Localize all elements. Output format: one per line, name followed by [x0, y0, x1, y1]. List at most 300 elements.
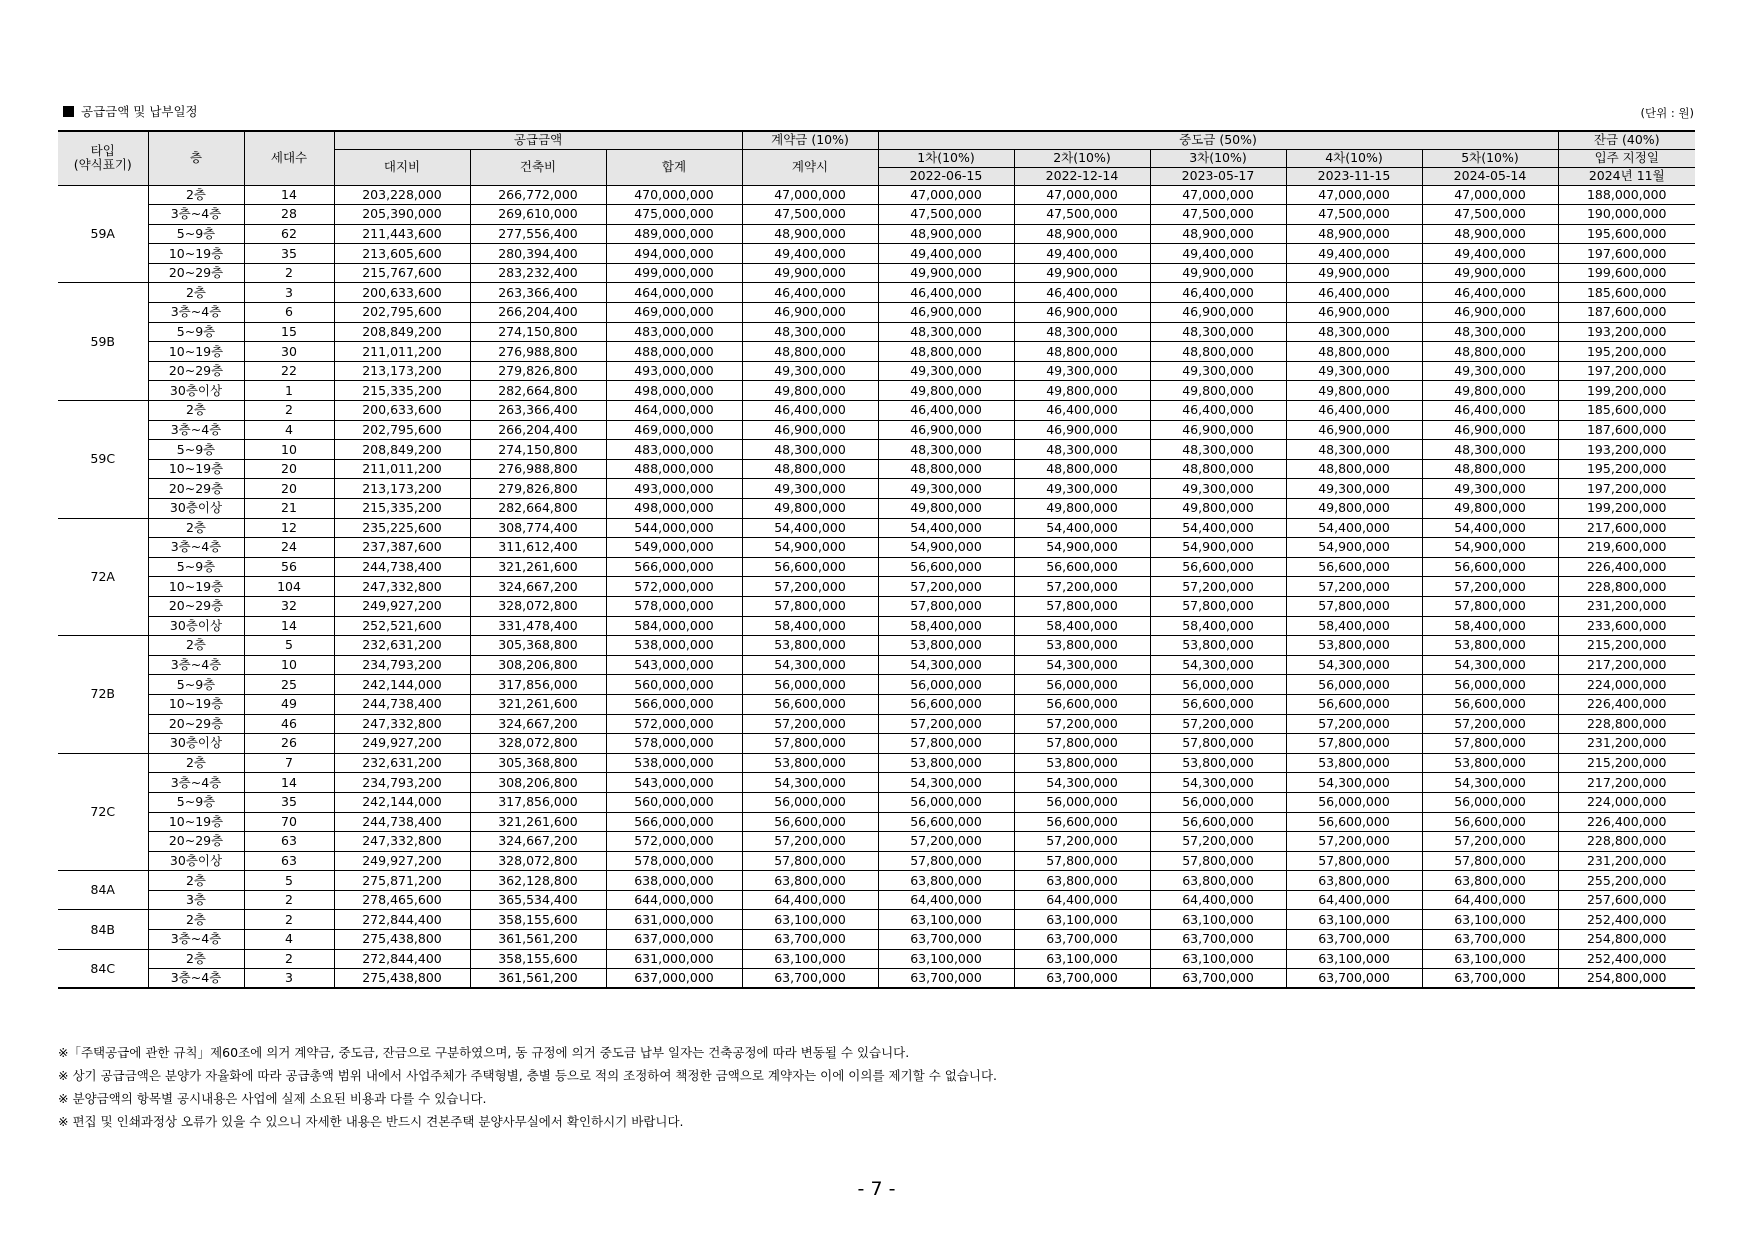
land-cost-cell: 234,793,200 — [334, 773, 470, 793]
type-cell: 59C — [58, 401, 148, 519]
type-cell: 84B — [58, 910, 148, 949]
total-cell: 489,000,000 — [606, 224, 742, 244]
middle-1-cell: 46,900,000 — [878, 303, 1014, 323]
middle-5-cell: 53,800,000 — [1422, 753, 1558, 773]
building-cost-cell: 324,667,200 — [470, 714, 606, 734]
table-row — [58, 420, 1695, 440]
header-land-cost: 대지비 — [334, 149, 470, 185]
header-m3: 3차(10%) — [1150, 149, 1286, 167]
building-cost-cell: 277,556,400 — [470, 224, 606, 244]
households-cell: 25 — [244, 675, 334, 695]
middle-5-cell: 56,600,000 — [1422, 557, 1558, 577]
price-schedule-table — [58, 130, 1695, 989]
total-cell: 488,000,000 — [606, 342, 742, 362]
table-row — [58, 224, 1695, 244]
middle-3-cell: 63,800,000 — [1150, 871, 1286, 891]
middle-4-cell: 56,000,000 — [1286, 792, 1422, 812]
middle-4-cell: 46,900,000 — [1286, 303, 1422, 323]
building-cost-cell: 328,072,800 — [470, 596, 606, 616]
total-cell: 543,000,000 — [606, 773, 742, 793]
middle-5-cell: 58,400,000 — [1422, 616, 1558, 636]
header-m2-date: 2022-12-14 — [1014, 167, 1150, 185]
middle-3-cell: 56,000,000 — [1150, 675, 1286, 695]
middle-5-cell: 56,600,000 — [1422, 694, 1558, 714]
header-balance: 잔금 (40%) — [1558, 131, 1695, 149]
total-cell: 578,000,000 — [606, 851, 742, 871]
middle-1-cell: 48,300,000 — [878, 322, 1014, 342]
middle-3-cell: 46,400,000 — [1150, 401, 1286, 421]
table-row — [58, 616, 1695, 636]
middle-2-cell: 54,900,000 — [1014, 538, 1150, 558]
floor-cell: 20~29층 — [148, 479, 244, 499]
floor-cell: 20~29층 — [148, 714, 244, 734]
middle-5-cell: 63,100,000 — [1422, 910, 1558, 930]
balance-cell: 257,600,000 — [1558, 890, 1695, 910]
deposit-cell: 57,800,000 — [742, 734, 878, 754]
total-cell: 560,000,000 — [606, 792, 742, 812]
middle-4-cell: 63,700,000 — [1286, 930, 1422, 950]
middle-3-cell: 54,900,000 — [1150, 538, 1286, 558]
land-cost-cell: 249,927,200 — [334, 851, 470, 871]
total-cell: 494,000,000 — [606, 244, 742, 264]
middle-2-cell: 47,500,000 — [1014, 205, 1150, 225]
floor-cell: 20~29층 — [148, 832, 244, 852]
total-cell: 538,000,000 — [606, 636, 742, 656]
middle-1-cell: 48,300,000 — [878, 440, 1014, 460]
middle-4-cell: 46,900,000 — [1286, 420, 1422, 440]
table-row — [58, 459, 1695, 479]
households-cell: 49 — [244, 694, 334, 714]
floor-cell: 10~19층 — [148, 342, 244, 362]
building-cost-cell: 263,366,400 — [470, 401, 606, 421]
middle-2-cell: 46,400,000 — [1014, 283, 1150, 303]
middle-1-cell: 57,200,000 — [878, 577, 1014, 597]
middle-4-cell: 48,900,000 — [1286, 224, 1422, 244]
header-floor: 층 — [148, 131, 244, 185]
note-item: ※ 분양금액의 항목별 공시내용은 사업에 실제 소요된 비용과 다를 수 있습니다. — [58, 1091, 487, 1106]
middle-3-cell: 46,400,000 — [1150, 283, 1286, 303]
total-cell: 584,000,000 — [606, 616, 742, 636]
building-cost-cell: 283,232,400 — [470, 263, 606, 283]
middle-3-cell: 56,600,000 — [1150, 557, 1286, 577]
deposit-cell: 64,400,000 — [742, 890, 878, 910]
balance-cell: 215,200,000 — [1558, 636, 1695, 656]
total-cell: 572,000,000 — [606, 832, 742, 852]
households-cell: 2 — [244, 401, 334, 421]
total-cell: 578,000,000 — [606, 734, 742, 754]
middle-1-cell: 48,800,000 — [878, 459, 1014, 479]
middle-1-cell: 56,600,000 — [878, 812, 1014, 832]
balance-cell: 195,200,000 — [1558, 342, 1695, 362]
header-m2: 2차(10%) — [1014, 149, 1150, 167]
floor-cell: 3층~4층 — [148, 930, 244, 950]
balance-cell: 252,400,000 — [1558, 949, 1695, 969]
middle-3-cell: 57,800,000 — [1150, 596, 1286, 616]
total-cell: 498,000,000 — [606, 499, 742, 519]
deposit-cell: 49,400,000 — [742, 244, 878, 264]
table-row — [58, 381, 1695, 401]
land-cost-cell: 211,011,200 — [334, 342, 470, 362]
middle-5-cell: 46,400,000 — [1422, 283, 1558, 303]
building-cost-cell: 321,261,600 — [470, 557, 606, 577]
building-cost-cell: 282,664,800 — [470, 499, 606, 519]
balance-cell: 187,600,000 — [1558, 303, 1695, 323]
total-cell: 469,000,000 — [606, 420, 742, 440]
middle-5-cell: 46,900,000 — [1422, 420, 1558, 440]
building-cost-cell: 321,261,600 — [470, 812, 606, 832]
table-row — [58, 714, 1695, 734]
deposit-cell: 48,900,000 — [742, 224, 878, 244]
total-cell: 566,000,000 — [606, 694, 742, 714]
land-cost-cell: 275,438,800 — [334, 930, 470, 950]
middle-4-cell: 57,200,000 — [1286, 577, 1422, 597]
middle-3-cell: 49,400,000 — [1150, 244, 1286, 264]
middle-5-cell: 49,400,000 — [1422, 244, 1558, 264]
land-cost-cell: 242,144,000 — [334, 675, 470, 695]
middle-1-cell: 46,900,000 — [878, 420, 1014, 440]
balance-cell: 199,200,000 — [1558, 381, 1695, 401]
floor-cell: 10~19층 — [148, 577, 244, 597]
balance-cell: 226,400,000 — [1558, 812, 1695, 832]
middle-4-cell: 46,400,000 — [1286, 401, 1422, 421]
building-cost-cell: 331,478,400 — [470, 616, 606, 636]
building-cost-cell: 358,155,600 — [470, 910, 606, 930]
type-cell: 84C — [58, 949, 148, 988]
middle-4-cell: 54,400,000 — [1286, 518, 1422, 538]
floor-cell: 5~9층 — [148, 792, 244, 812]
households-cell: 28 — [244, 205, 334, 225]
middle-3-cell: 63,700,000 — [1150, 930, 1286, 950]
land-cost-cell: 252,521,600 — [334, 616, 470, 636]
middle-5-cell: 63,700,000 — [1422, 930, 1558, 950]
middle-1-cell: 47,500,000 — [878, 205, 1014, 225]
middle-1-cell: 56,600,000 — [878, 694, 1014, 714]
building-cost-cell: 305,368,800 — [470, 753, 606, 773]
table-row — [58, 734, 1695, 754]
floor-cell: 10~19층 — [148, 244, 244, 264]
middle-1-cell: 63,700,000 — [878, 969, 1014, 989]
total-cell: 483,000,000 — [606, 440, 742, 460]
households-cell: 46 — [244, 714, 334, 734]
middle-3-cell: 57,800,000 — [1150, 734, 1286, 754]
middle-5-cell: 49,800,000 — [1422, 499, 1558, 519]
middle-1-cell: 49,800,000 — [878, 499, 1014, 519]
middle-2-cell: 48,300,000 — [1014, 440, 1150, 460]
households-cell: 5 — [244, 636, 334, 656]
total-cell: 493,000,000 — [606, 479, 742, 499]
table-row — [58, 792, 1695, 812]
middle-5-cell: 57,200,000 — [1422, 714, 1558, 734]
total-cell: 538,000,000 — [606, 753, 742, 773]
table-row — [58, 753, 1695, 773]
land-cost-cell: 200,633,600 — [334, 401, 470, 421]
balance-cell: 193,200,000 — [1558, 440, 1695, 460]
balance-cell: 217,600,000 — [1558, 518, 1695, 538]
table-row — [58, 361, 1695, 381]
middle-5-cell: 48,800,000 — [1422, 459, 1558, 479]
middle-4-cell: 48,800,000 — [1286, 342, 1422, 362]
table-row — [58, 910, 1695, 930]
middle-2-cell: 53,800,000 — [1014, 753, 1150, 773]
balance-cell: 254,800,000 — [1558, 930, 1695, 950]
middle-3-cell: 56,600,000 — [1150, 694, 1286, 714]
total-cell: 631,000,000 — [606, 910, 742, 930]
floor-cell: 3층~4층 — [148, 969, 244, 989]
building-cost-cell: 365,534,400 — [470, 890, 606, 910]
middle-4-cell: 56,600,000 — [1286, 812, 1422, 832]
building-cost-cell: 266,204,400 — [470, 420, 606, 440]
page-number: - 7 - — [857, 1178, 896, 1200]
middle-5-cell: 56,600,000 — [1422, 812, 1558, 832]
middle-1-cell: 53,800,000 — [878, 636, 1014, 656]
households-cell: 3 — [244, 283, 334, 303]
deposit-cell: 58,400,000 — [742, 616, 878, 636]
floor-cell: 20~29층 — [148, 596, 244, 616]
header-m4: 4차(10%) — [1286, 149, 1422, 167]
building-cost-cell: 308,774,400 — [470, 518, 606, 538]
total-cell: 483,000,000 — [606, 322, 742, 342]
table-row — [58, 832, 1695, 852]
middle-1-cell: 57,800,000 — [878, 734, 1014, 754]
middle-3-cell: 48,300,000 — [1150, 440, 1286, 460]
floor-cell: 3층~4층 — [148, 773, 244, 793]
deposit-cell: 57,200,000 — [742, 714, 878, 734]
type-cell: 72B — [58, 636, 148, 754]
deposit-cell: 57,800,000 — [742, 851, 878, 871]
middle-1-cell: 49,400,000 — [878, 244, 1014, 264]
table-row — [58, 322, 1695, 342]
middle-4-cell: 56,600,000 — [1286, 694, 1422, 714]
total-cell: 637,000,000 — [606, 930, 742, 950]
households-cell: 4 — [244, 930, 334, 950]
balance-cell: 217,200,000 — [1558, 773, 1695, 793]
middle-3-cell: 58,400,000 — [1150, 616, 1286, 636]
households-cell: 14 — [244, 616, 334, 636]
middle-1-cell: 63,800,000 — [878, 871, 1014, 891]
balance-cell: 185,600,000 — [1558, 401, 1695, 421]
deposit-cell: 56,600,000 — [742, 557, 878, 577]
floor-cell: 20~29층 — [148, 361, 244, 381]
building-cost-cell: 276,988,800 — [470, 459, 606, 479]
table-row — [58, 871, 1695, 891]
households-cell: 35 — [244, 792, 334, 812]
floor-cell: 20~29층 — [148, 263, 244, 283]
table-row — [58, 499, 1695, 519]
middle-1-cell: 56,000,000 — [878, 675, 1014, 695]
middle-4-cell: 49,300,000 — [1286, 361, 1422, 381]
middle-2-cell: 56,600,000 — [1014, 557, 1150, 577]
middle-2-cell: 57,800,000 — [1014, 596, 1150, 616]
header-middle-payment: 중도금 (50%) — [878, 131, 1558, 149]
floor-cell: 2층 — [148, 636, 244, 656]
middle-5-cell: 53,800,000 — [1422, 636, 1558, 656]
households-cell: 4 — [244, 420, 334, 440]
total-cell: 475,000,000 — [606, 205, 742, 225]
total-cell: 560,000,000 — [606, 675, 742, 695]
middle-4-cell: 47,500,000 — [1286, 205, 1422, 225]
households-cell: 3 — [244, 969, 334, 989]
building-cost-cell: 274,150,800 — [470, 322, 606, 342]
households-cell: 63 — [244, 832, 334, 852]
middle-1-cell: 47,000,000 — [878, 185, 1014, 205]
building-cost-cell: 361,561,200 — [470, 930, 606, 950]
table-row — [58, 949, 1695, 969]
land-cost-cell: 244,738,400 — [334, 557, 470, 577]
land-cost-cell: 247,332,800 — [334, 577, 470, 597]
land-cost-cell: 215,767,600 — [334, 263, 470, 283]
deposit-cell: 57,200,000 — [742, 577, 878, 597]
middle-1-cell: 57,200,000 — [878, 832, 1014, 852]
table-body — [58, 185, 1695, 988]
balance-cell: 228,800,000 — [1558, 714, 1695, 734]
balance-cell: 226,400,000 — [1558, 557, 1695, 577]
middle-1-cell: 54,400,000 — [878, 518, 1014, 538]
middle-2-cell: 57,800,000 — [1014, 851, 1150, 871]
floor-cell: 30층이상 — [148, 499, 244, 519]
type-cell: 59B — [58, 283, 148, 401]
type-cell: 84A — [58, 871, 148, 910]
building-cost-cell: 321,261,600 — [470, 694, 606, 714]
middle-5-cell: 54,300,000 — [1422, 655, 1558, 675]
total-cell: 493,000,000 — [606, 361, 742, 381]
floor-cell: 3층~4층 — [148, 655, 244, 675]
land-cost-cell: 213,173,200 — [334, 361, 470, 381]
balance-cell: 252,400,000 — [1558, 910, 1695, 930]
households-cell: 14 — [244, 773, 334, 793]
middle-2-cell: 54,300,000 — [1014, 655, 1150, 675]
households-cell: 32 — [244, 596, 334, 616]
building-cost-cell: 362,128,800 — [470, 871, 606, 891]
deposit-cell: 47,500,000 — [742, 205, 878, 225]
middle-1-cell: 64,400,000 — [878, 890, 1014, 910]
floor-cell: 30층이상 — [148, 851, 244, 871]
balance-cell: 231,200,000 — [1558, 851, 1695, 871]
middle-1-cell: 58,400,000 — [878, 616, 1014, 636]
floor-cell: 5~9층 — [148, 557, 244, 577]
square-bullet-icon — [63, 106, 74, 117]
households-cell: 12 — [244, 518, 334, 538]
middle-4-cell: 57,200,000 — [1286, 832, 1422, 852]
deposit-cell: 54,300,000 — [742, 655, 878, 675]
middle-4-cell: 57,200,000 — [1286, 714, 1422, 734]
deposit-cell: 46,400,000 — [742, 401, 878, 421]
middle-2-cell: 58,400,000 — [1014, 616, 1150, 636]
deposit-cell: 48,300,000 — [742, 440, 878, 460]
floor-cell: 30층이상 — [148, 734, 244, 754]
building-cost-cell: 324,667,200 — [470, 832, 606, 852]
header-m1: 1차(10%) — [878, 149, 1014, 167]
building-cost-cell: 280,394,400 — [470, 244, 606, 264]
balance-cell: 215,200,000 — [1558, 753, 1695, 773]
middle-4-cell: 49,400,000 — [1286, 244, 1422, 264]
floor-cell: 3층 — [148, 890, 244, 910]
floor-cell: 30층이상 — [148, 616, 244, 636]
middle-2-cell: 63,800,000 — [1014, 871, 1150, 891]
households-cell: 2 — [244, 910, 334, 930]
middle-5-cell: 56,000,000 — [1422, 675, 1558, 695]
land-cost-cell: 232,631,200 — [334, 753, 470, 773]
note-item: ※「주택공급에 관한 규칙」제60조에 의거 계약금, 중도금, 잔금으로 구분하였으며, 동 규정에 의거 중도금 납부 일자는 건축공정에 따라 변동될 수 있습니다. — [58, 1045, 910, 1060]
total-cell: 549,000,000 — [606, 538, 742, 558]
households-cell: 15 — [244, 322, 334, 342]
middle-4-cell: 48,300,000 — [1286, 440, 1422, 460]
middle-5-cell: 63,700,000 — [1422, 969, 1558, 989]
middle-5-cell: 48,300,000 — [1422, 440, 1558, 460]
deposit-cell: 54,900,000 — [742, 538, 878, 558]
middle-1-cell: 54,300,000 — [878, 655, 1014, 675]
table-row — [58, 303, 1695, 323]
middle-2-cell: 49,800,000 — [1014, 381, 1150, 401]
land-cost-cell: 203,228,000 — [334, 185, 470, 205]
middle-1-cell: 49,300,000 — [878, 479, 1014, 499]
floor-cell: 2층 — [148, 871, 244, 891]
total-cell: 572,000,000 — [606, 714, 742, 734]
building-cost-cell: 266,204,400 — [470, 303, 606, 323]
households-cell: 62 — [244, 224, 334, 244]
total-cell: 469,000,000 — [606, 303, 742, 323]
deposit-cell: 49,800,000 — [742, 381, 878, 401]
building-cost-cell: 305,368,800 — [470, 636, 606, 656]
middle-2-cell: 56,600,000 — [1014, 812, 1150, 832]
middle-4-cell: 56,600,000 — [1286, 557, 1422, 577]
total-cell: 566,000,000 — [606, 812, 742, 832]
floor-cell: 2층 — [148, 401, 244, 421]
middle-3-cell: 54,400,000 — [1150, 518, 1286, 538]
table-row — [58, 930, 1695, 950]
balance-cell: 190,000,000 — [1558, 205, 1695, 225]
middle-4-cell: 48,300,000 — [1286, 322, 1422, 342]
land-cost-cell: 213,605,600 — [334, 244, 470, 264]
middle-1-cell: 54,300,000 — [878, 773, 1014, 793]
middle-1-cell: 57,800,000 — [878, 596, 1014, 616]
land-cost-cell: 208,849,200 — [334, 440, 470, 460]
households-cell: 10 — [244, 440, 334, 460]
middle-3-cell: 63,100,000 — [1150, 910, 1286, 930]
table-row — [58, 655, 1695, 675]
middle-4-cell: 64,400,000 — [1286, 890, 1422, 910]
balance-cell: 188,000,000 — [1558, 185, 1695, 205]
notes — [58, 1041, 997, 1133]
balance-cell: 217,200,000 — [1558, 655, 1695, 675]
middle-5-cell: 47,000,000 — [1422, 185, 1558, 205]
header-building-cost: 건축비 — [470, 149, 606, 185]
middle-1-cell: 48,800,000 — [878, 342, 1014, 362]
middle-2-cell: 49,800,000 — [1014, 499, 1150, 519]
building-cost-cell: 311,612,400 — [470, 538, 606, 558]
floor-cell: 2층 — [148, 753, 244, 773]
middle-1-cell: 54,900,000 — [878, 538, 1014, 558]
table-row — [58, 890, 1695, 910]
header-m1-date: 2022-06-15 — [878, 167, 1014, 185]
middle-5-cell: 49,300,000 — [1422, 479, 1558, 499]
table-row — [58, 596, 1695, 616]
floor-cell: 3층~4층 — [148, 420, 244, 440]
middle-2-cell: 46,400,000 — [1014, 401, 1150, 421]
table-row — [58, 636, 1695, 656]
households-cell: 1 — [244, 381, 334, 401]
land-cost-cell: 242,144,000 — [334, 792, 470, 812]
floor-cell: 2층 — [148, 185, 244, 205]
middle-3-cell: 64,400,000 — [1150, 890, 1286, 910]
table-row — [58, 675, 1695, 695]
households-cell: 2 — [244, 890, 334, 910]
balance-cell: 197,600,000 — [1558, 244, 1695, 264]
deposit-cell: 49,300,000 — [742, 361, 878, 381]
middle-5-cell: 57,200,000 — [1422, 577, 1558, 597]
middle-4-cell: 57,800,000 — [1286, 734, 1422, 754]
middle-1-cell: 57,800,000 — [878, 851, 1014, 871]
households-cell: 21 — [244, 499, 334, 519]
